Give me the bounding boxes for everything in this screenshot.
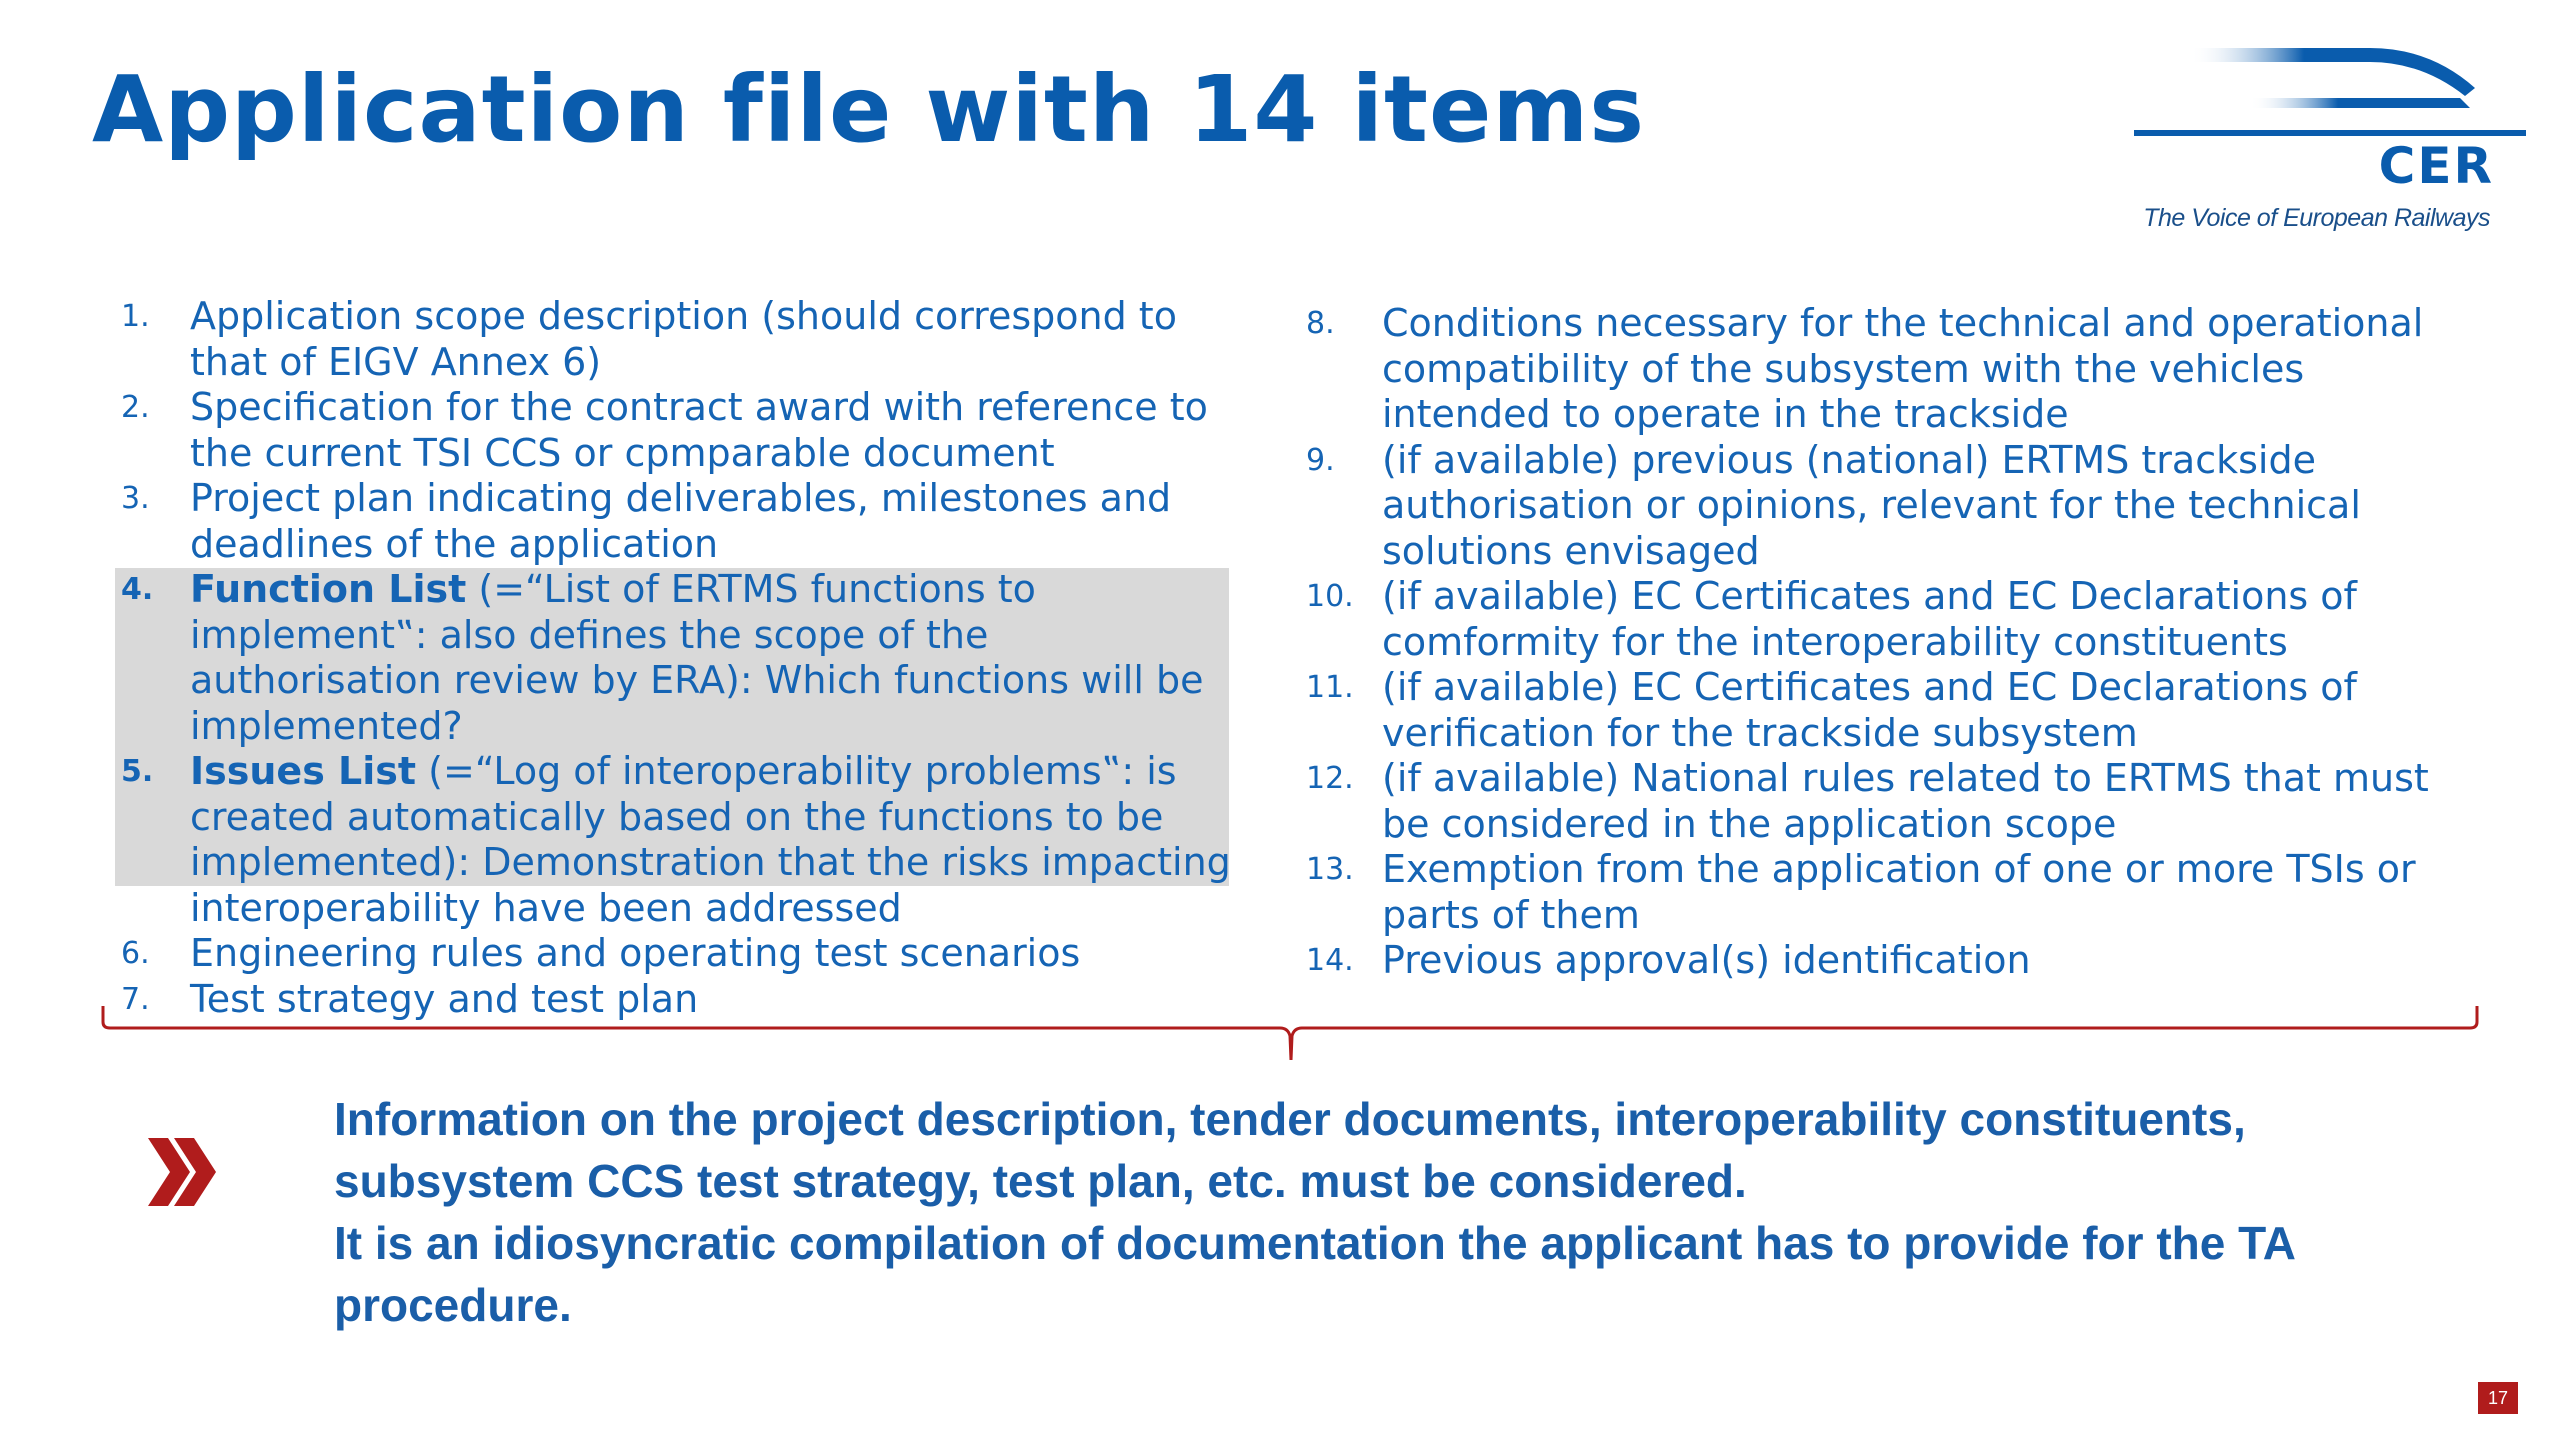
item-bold-label: Function List <box>190 567 467 611</box>
train-swoosh-icon <box>2130 36 2530 146</box>
logo-wordmark: CER <box>2378 137 2494 195</box>
item-body: (=“List of ERTMS functions to implement‟: also defines the scope of the authorisation review by ERA): Which functions will be implemented? <box>190 567 1204 748</box>
item-text: (if available) previous (national) ERTMS trackside authorisation or opinions, relevant for the technical solutions envisaged <box>1382 437 2361 573</box>
list-item <box>1306 756 2466 847</box>
item-number: 1. <box>121 299 150 334</box>
item-number: 5. <box>121 754 154 789</box>
double-chevron-icon <box>146 1132 226 1212</box>
list-item-issues-list <box>115 749 1235 931</box>
item-body: (=“Log of interoperability problems‟: is created automatically based on the functions to be implemented): Demonstration that the risks impacting interoperability have been addressed <box>190 749 1231 930</box>
item-text: Application scope description (should correspond to that of EIGV Annex 6) <box>190 294 1177 384</box>
item-number: 6. <box>121 936 150 971</box>
item-number: 13. <box>1306 852 1354 887</box>
slide-title: Application file with 14 items <box>92 56 1645 163</box>
item-text: (if available) EC Certificates and EC Declarations of comformity for the interoperability constituents <box>1382 574 2357 664</box>
item-text: (if available) EC Certificates and EC Declarations of verification for the trackside subsystem <box>1382 665 2357 755</box>
page-number-badge: 17 <box>2478 1382 2518 1414</box>
item-text: (if available) National rules related to ERTMS that must be considered in the application scope <box>1382 756 2429 846</box>
logo-tagline: The Voice of European Railways <box>2143 204 2490 232</box>
list-item <box>115 385 1235 476</box>
item-number: 11. <box>1306 670 1354 705</box>
item-number: 8. <box>1306 306 1335 341</box>
item-text: Previous approval(s) identification <box>1382 938 2031 982</box>
list-item <box>1306 574 2466 665</box>
cer-logo <box>2130 36 2530 246</box>
item-text: Exemption from the application of one or more TSIs or parts of them <box>1382 847 2416 937</box>
item-number: 7. <box>121 981 150 1017</box>
right-list <box>1306 301 2466 984</box>
item-text <box>190 567 1235 749</box>
list-item <box>1306 847 2466 938</box>
item-text: Project plan indicating deliverables, milestones and deadlines of the application <box>190 476 1172 566</box>
item-number: 3. <box>121 481 150 516</box>
item-text: Specification for the contract award with reference to the current TSI CCS or cpmparable document <box>190 385 1208 475</box>
item-number: 14. <box>1306 943 1354 978</box>
item-text: Conditions necessary for the technical and operational compatibility of the subsystem with the vehicles intended to operate in the trackside <box>1382 301 2424 436</box>
list-item-function-list <box>115 567 1235 749</box>
list-item <box>115 931 1235 977</box>
item-text: Test strategy and test plan <box>190 976 699 1021</box>
item-text: Engineering rules and operating test scenarios <box>190 931 1081 975</box>
summary-line-1: Information on the project description, tender documents, interoperability constituents, subsystem CCS test strategy, test plan, etc. must be considered. <box>334 1093 2246 1207</box>
list-item <box>1306 665 2466 756</box>
list-item <box>115 476 1235 567</box>
item-number: 2. <box>121 390 150 425</box>
curly-brace-icon <box>100 996 2480 1066</box>
left-list <box>115 294 1235 1022</box>
list-item <box>115 294 1235 385</box>
list-item <box>1306 438 2466 575</box>
list-item <box>1306 938 2466 984</box>
item-number: 4. <box>121 572 154 607</box>
summary-line-2: It is an idiosyncratic compilation of documentation the applicant has to provide for the TA procedure. <box>334 1217 2295 1331</box>
item-number: 9. <box>1306 442 1335 478</box>
item-text <box>190 749 1235 931</box>
list-item <box>1306 301 2466 438</box>
item-number: 10. <box>1306 579 1354 614</box>
summary-text <box>334 1088 2434 1336</box>
item-bold-label: Issues List <box>190 749 417 793</box>
item-number: 12. <box>1306 761 1354 796</box>
